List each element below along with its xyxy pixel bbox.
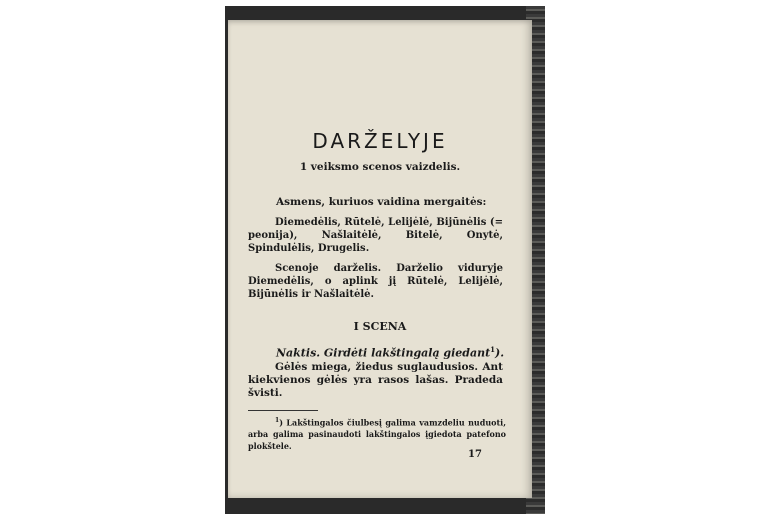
stage-note-mark: 1 [490,345,496,354]
cast-list: Diemedėlis, Rūtelė, Lelijėlė, Bijūnėlis (= peonija), Našlaitėlė, Bitelė, Onytė, Spindulėlis, Drugelis. [248,217,503,255]
scene-description: Scenoje darželis. Darželio viduryje Diemedėlis, o aplink jį Rūtelė, Lelijėlė, Bijūnėlis ir Našlaitėlė. [248,263,503,301]
stage-direction-text: Naktis. Girdėti lakštingalą giedant [276,346,491,360]
page-subtitle: 1 veiksmo scenos vaizdelis. [299,161,461,173]
footnote-rule [248,410,318,411]
footnote-text: ) Lakštingalos čiulbesį galima vamzdeliu nuduoti, arba galima pasinaudoti lakštingalos įgiedota patefono plokštele. [248,417,506,451]
book-page [228,20,532,498]
footnote-mark: 1 [275,417,280,424]
page-title: DARŽELYJE [312,129,448,153]
scene-title: I SCENA [353,320,407,333]
stage-direction [276,345,504,360]
footnote [248,415,506,452]
body-paragraph: Gėlės miega, žiedus suglaudusios. Ant kiekvienos gėlės yra rasos lašas. Pradeda švisti. [248,361,503,400]
stage-direction-end: ). [495,346,505,360]
cast-heading: Asmens, kuriuos vaidina mergaitės: [276,196,487,208]
page-number: 17 [468,449,482,460]
